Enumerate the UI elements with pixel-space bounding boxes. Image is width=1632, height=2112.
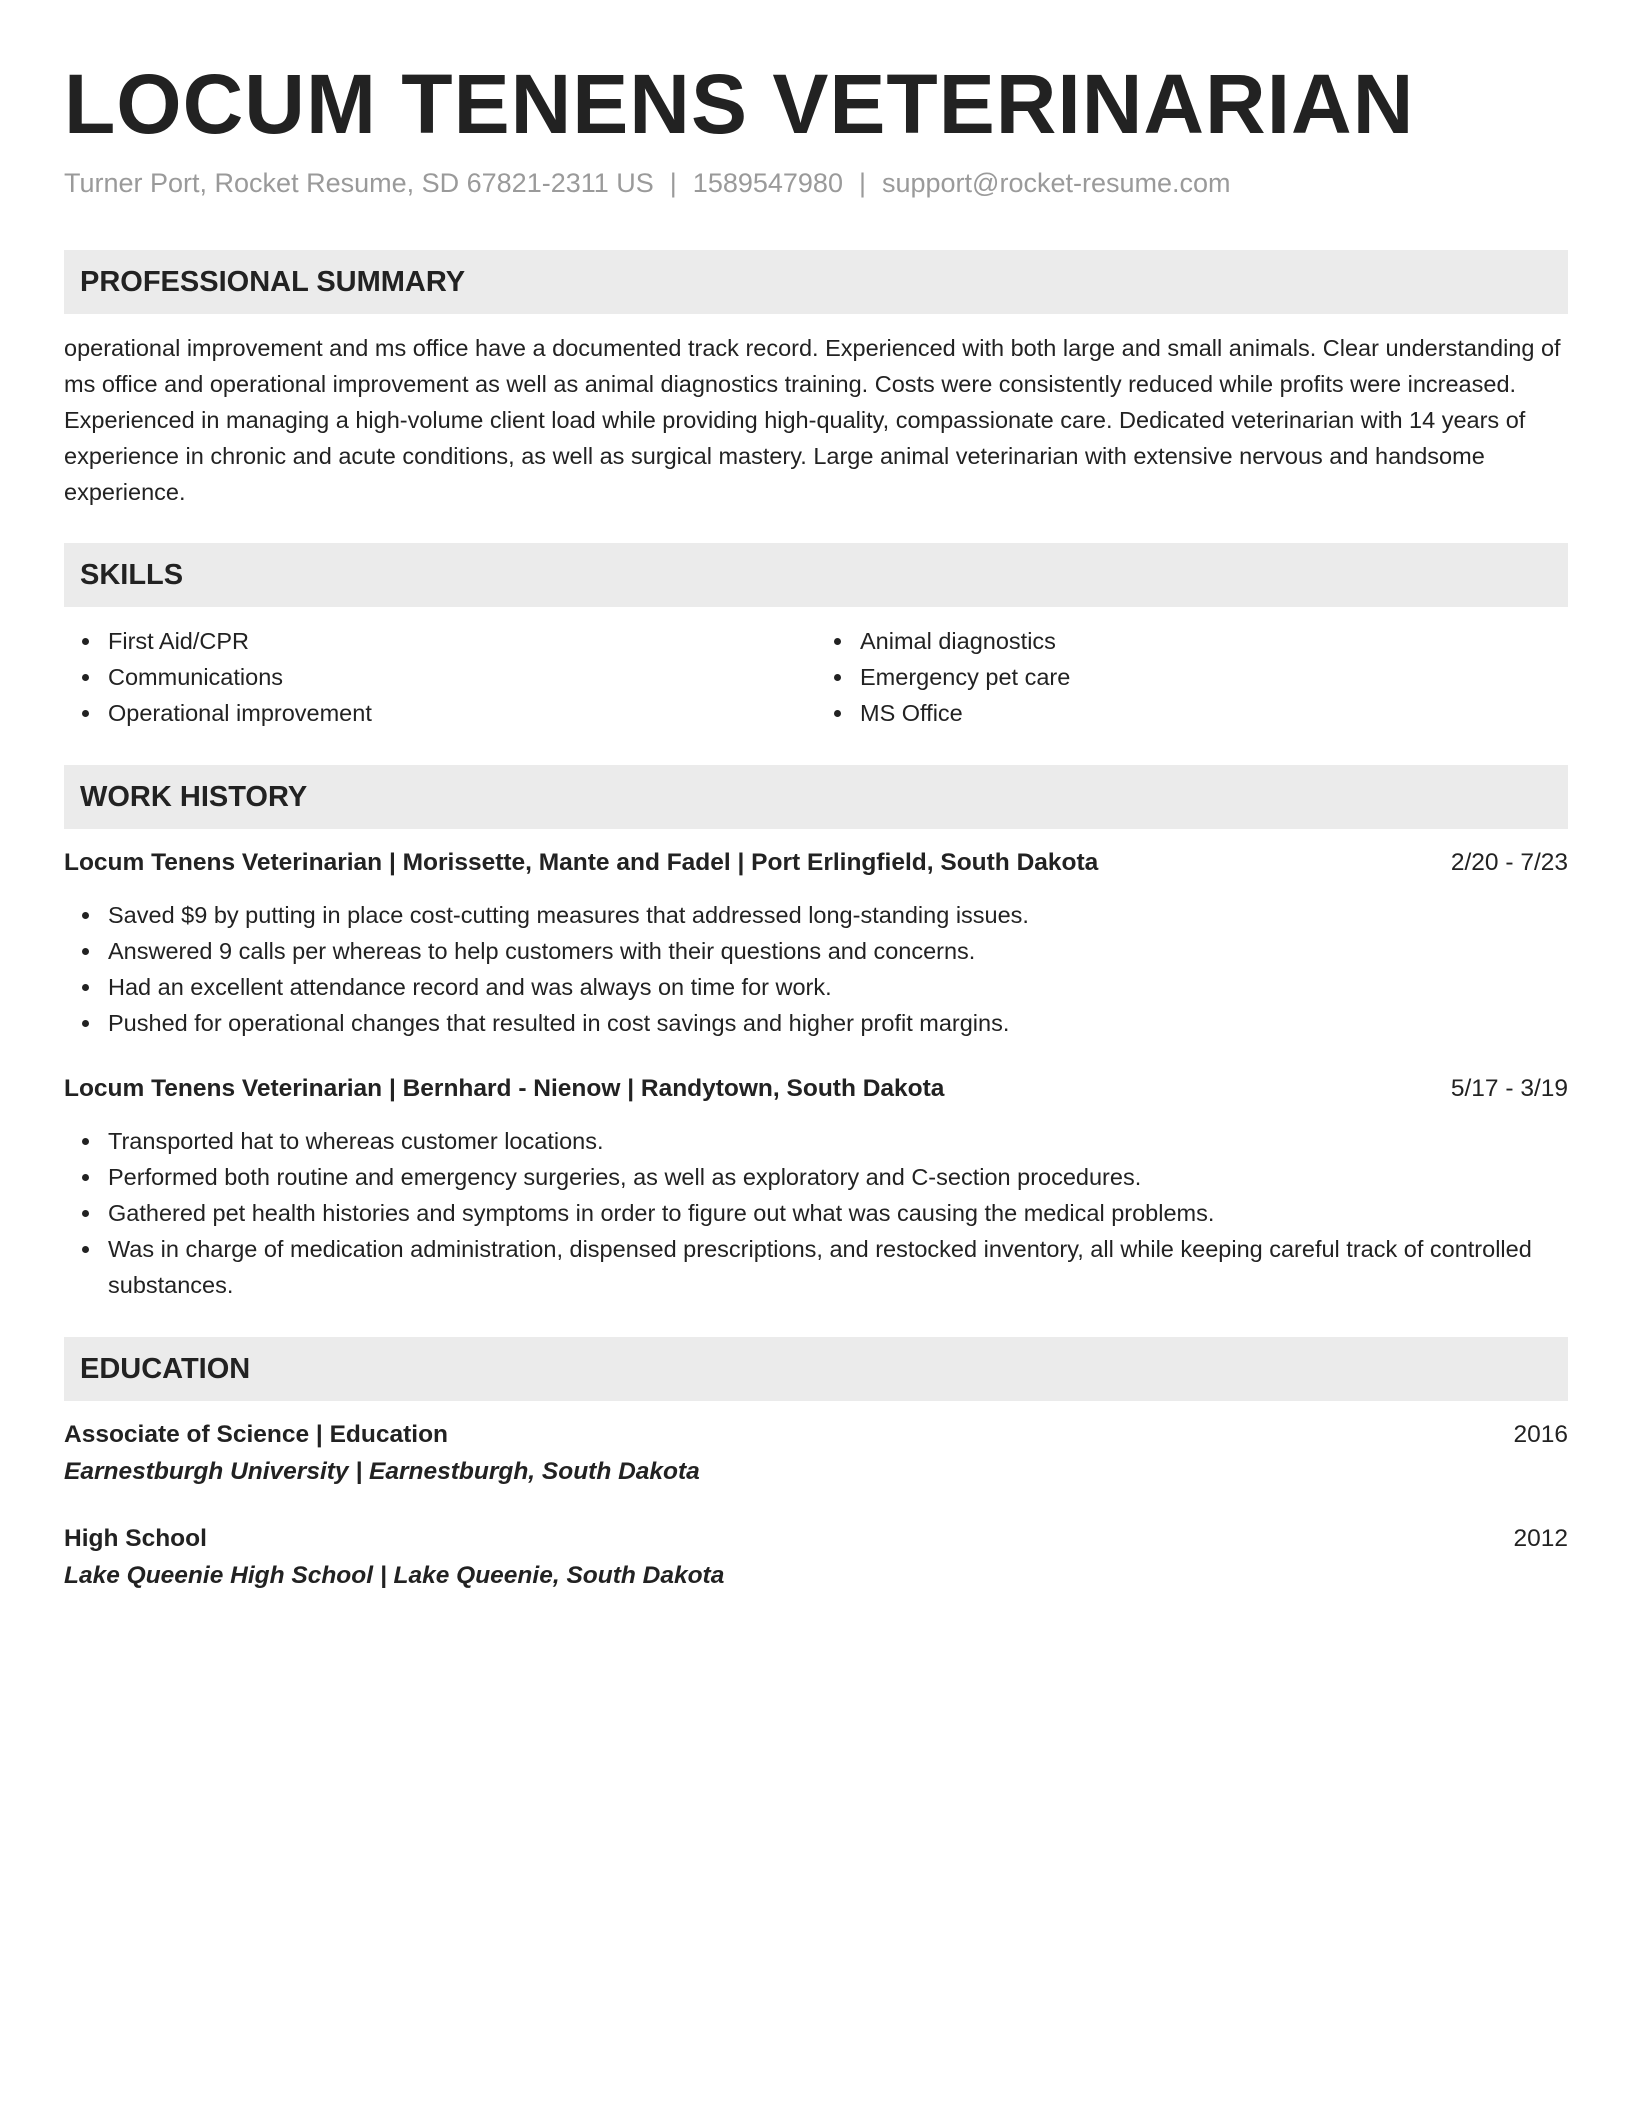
job-bullet: Was in charge of medication administration, dispensed prescriptions, and restocked inventory, all while keeping careful track of controlled substances.: [108, 1231, 1568, 1303]
contact-email: support@rocket-resume.com: [881, 168, 1231, 198]
skills-grid: [64, 623, 1568, 731]
education-header: [64, 1417, 1568, 1453]
job-entry: [64, 1071, 1568, 1303]
education-school: Lake Queenie High School | Lake Queenie, South Dakota: [64, 1562, 725, 1589]
education-header: [64, 1521, 1568, 1557]
section-header-education: EDUCATION: [64, 1337, 1568, 1401]
skill-item: Communications: [108, 659, 816, 695]
job-bullet: Performed both routine and emergency surgeries, as well as exploratory and C-section procedures.: [108, 1159, 1568, 1195]
contact-line: [64, 166, 1568, 200]
job-bullet: Gathered pet health histories and symptoms in order to figure out what was causing the medical problems.: [108, 1195, 1568, 1231]
job-entry: [64, 845, 1568, 1041]
skills-column-right: [816, 623, 1568, 731]
education-degree: High School: [64, 1525, 207, 1552]
contact-phone: 1589547980: [692, 168, 843, 198]
education-entry: [64, 1417, 1568, 1491]
education-school: Earnestburgh University | Earnestburgh, South Dakota: [64, 1458, 700, 1485]
section-header-skills: SKILLS: [64, 543, 1568, 607]
job-bullet: Saved $9 by putting in place cost-cutting measures that addressed long-standing issues.: [108, 897, 1568, 933]
skill-item: Operational improvement: [108, 695, 816, 731]
job-bullet: Transported hat to whereas customer locations.: [108, 1123, 1568, 1159]
section-header-summary: PROFESSIONAL SUMMARY: [64, 250, 1568, 314]
skill-item: Emergency pet care: [860, 659, 1568, 695]
summary-text: operational improvement and ms office have a documented track record. Experienced with both large and small animals. Clear understanding of ms office and operational improvement as well as animal diagnostics training. Costs were consistently reduced while profits were increased. Experienced in managing a high-volume client load while providing high-quality, compassionate care. Dedicated veterinarian with 14 years of experience in chronic and acute conditions, as well as surgical mastery. Large animal veterinarian with extensive nervous and handsome experience.: [64, 335, 1561, 505]
education-year: 2012: [1513, 1525, 1568, 1552]
education-entry: [64, 1521, 1568, 1595]
job-bullet: Pushed for operational changes that resulted in cost savings and higher profit margins.: [108, 1005, 1568, 1041]
job-bullets: [64, 897, 1568, 1041]
job-bullet: Answered 9 calls per whereas to help customers with their questions and concerns.: [108, 933, 1568, 969]
education-year: 2016: [1513, 1421, 1568, 1448]
education-degree: Associate of Science | Education: [64, 1421, 448, 1448]
job-bullet: Had an excellent attendance record and was always on time for work.: [108, 969, 1568, 1005]
job-bullets: [64, 1123, 1568, 1303]
skill-item: MS Office: [860, 695, 1568, 731]
job-header: [64, 1071, 1568, 1107]
job-title: Locum Tenens Veterinarian | Morissette, Mante and Fadel | Port Erlingfield, South Dakota: [64, 849, 1099, 876]
job-dates: 5/17 - 3/19: [1450, 1075, 1568, 1102]
page-title: LOCUM TENENS VETERINARIAN: [64, 57, 1415, 151]
skill-item: First Aid/CPR: [108, 623, 816, 659]
contact-separator: |: [858, 168, 866, 198]
skill-item: Animal diagnostics: [860, 623, 1568, 659]
contact-address: Turner Port, Rocket Resume, SD 67821-2311 US: [64, 168, 654, 198]
contact-separator: |: [669, 168, 677, 198]
skills-column-left: [64, 623, 816, 731]
section-header-work-history: WORK HISTORY: [64, 765, 1568, 829]
job-dates: 2/20 - 7/23: [1450, 849, 1568, 876]
job-title: Locum Tenens Veterinarian | Bernhard - Nienow | Randytown, South Dakota: [64, 1075, 945, 1102]
job-header: [64, 845, 1568, 881]
